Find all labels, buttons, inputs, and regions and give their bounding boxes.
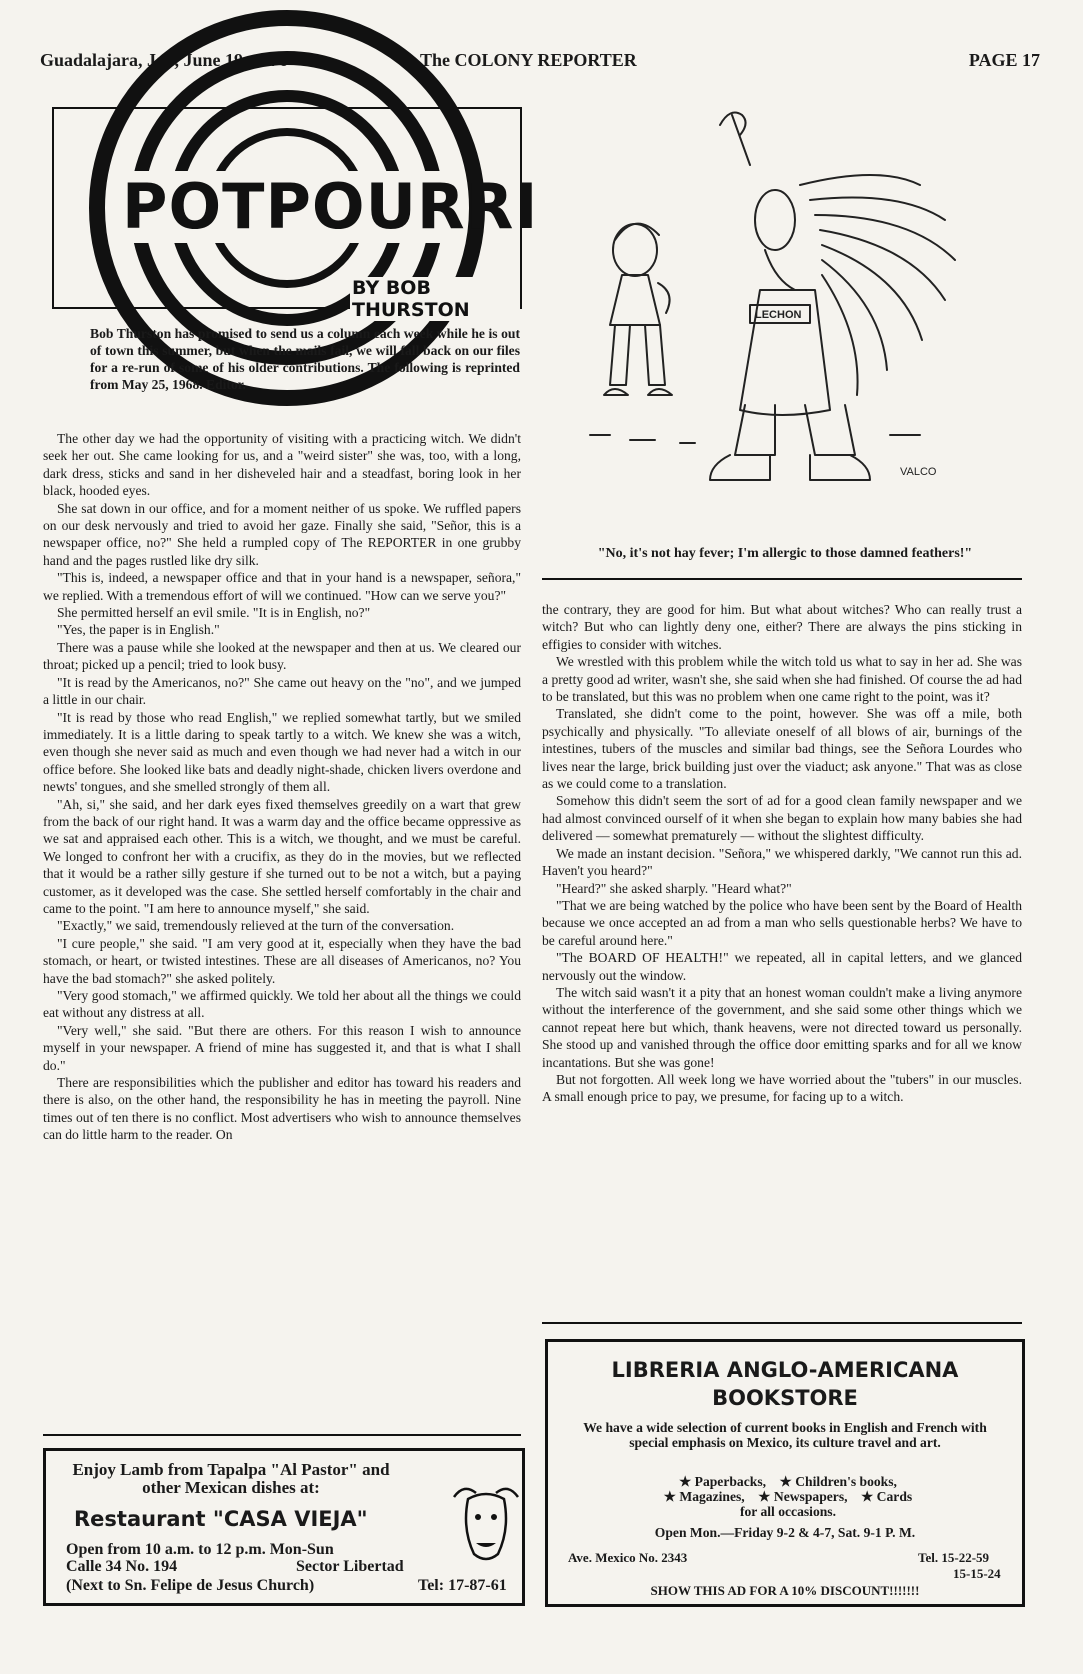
paragraph: The other day we had the opportunity of visiting with a practicing witch. We didn't seek her out. She came looking for us, and a "weird sister" she was, too, with a long, dark dress, sticks and sand in her disheveled hair and a steadfast, boring look in her black, hooded eyes. [43,431,521,499]
restaurant-address: Calle 34 No. 194 [66,1558,178,1575]
editor-note: Bob Thurston has promised to send us a column each week while he is out of town this summer, but when the mails fail, we will fall back on our files for a re-run of some of his older contributions. The following is reprinted from May 25, 1968. Editor. [90,326,520,392]
restaurant-hours: Open from 10 a.m. to 12 p.m. Mon-Sun [66,1541,334,1558]
paragraph: the contrary, they are good for him. But what about witches? Who can really trust a witch? But who can lightly deny one, either? There are always the pins sticking in effigies to consider with witches. [542,602,1022,652]
caption-rule [542,578,1022,580]
bookstore-name: LIBRERIA ANGLO-AMERICANA [611,1358,959,1382]
bookstore-hours: Open Mon.—Friday 9-2 & 4-7, Sat. 9-1 P. M. [654,1525,916,1540]
article-column-1 [43,430,521,1144]
restaurant-name: Restaurant "CASA VIEJA" [74,1507,368,1531]
article-column-2 [542,601,1022,1106]
paragraph: We wrestled with this problem while the witch told us what to say in her ad. She was a pretty good ad writer, wasn't she, she said when she had finished. Of course the ad had to be translated, but this was no problem when one came right to the point, was it? [542,654,1022,705]
cartoon-badge-text: LECHON [755,309,802,321]
publication-name: The COLONY REPORTER [420,50,637,70]
paragraph: "Yes, the paper is in English." [57,622,220,638]
paragraph: Somehow this didn't seem the sort of ad for a good clean family newspaper and we had almost convinced ourself of it when she began to explain how many babies she had delivered — somewhat prematurely — without the slightest difficulty. [542,793,1022,844]
paragraph: We made an instant decision. "Señora," we whispered darkly, "We cannot run this ad. Haven't you heard?" [542,845,1022,879]
column-end-rule [43,1434,521,1436]
dateline: Guadalajara, Jal., June 19, 1976 [40,50,289,70]
paragraph: "Exactly," we said, tremendously relieved at the turn of the conversation. [57,918,455,934]
bookstore-address: Ave. Mexico No. 2343 [568,1550,688,1565]
bookstore-phone-1: Tel. 15-22-59 [918,1550,990,1565]
paragraph: "Very well," she said. "But there are others. For this reason I wish to announce myself in your newspaper. A friend of mine has suggested it, and that is what I shall do." [43,1022,521,1073]
paragraph: Translated, she didn't come to the point, however. She was off a mile, both psychically and physically. "To alleviate oneself of all blows of air, burnings of the intestines, tubers of the muscles and similar bad things, see the Señora Lourdes who lives near the large, brick building just over the viaduct; ask anyone." That was as close as we could come to a translation. [542,706,1022,792]
bookstore-phone-2: 15-15-24 [953,1566,1001,1581]
items-line: for all occasions. [739,1504,837,1519]
page-number: PAGE 17 [968,50,1040,70]
paragraph: "I cure people," she said. "I am very good at it, especially when they have the bad stomach, or heart, or twisted intestines. These are all diseases of Americanos, no? You have the bad stomach?" she asked politely. [43,935,521,986]
paragraph: There was a pause while she looked at the newspaper and then at us. We cleared our throat; picked up a pencil; tried to look busy. [43,639,521,673]
items-line: ★ Magazines, ★ Newspapers, ★ Cards [663,1489,913,1504]
paragraph: The witch said wasn't it a pity that an honest woman couldn't make a living anymore without the interference of the government, and she said some other things which we cannot repeat here but which, thank heavens, were not directed toward us personally. She stood up and vanished through the office door emitting sparks and for all we know incantations. But she was gone! [542,984,1022,1070]
bookstore-items [588,1474,988,1519]
paragraph: She sat down in our office, and for a moment neither of us spoke. We ruffled papers on our desk nervously and tried to avoid her gaze. Finally she said, "Señor, this is a newspaper office, no?" She held a rumpled copy of The REPORTER in one grubby hand and the pages rustled like dry silk. [43,500,521,568]
bookstore-discount: SHOW THIS AD FOR A 10% DISCOUNT!!!!!!! [650,1583,920,1598]
items-line: ★ Paperbacks, ★ Children's books, [679,1474,897,1489]
paragraph: "The BOARD OF HEALTH!" we repeated, all in capital letters, and we glanced nervously out the window. [542,950,1022,983]
paragraph: She permitted herself an evil smile. "It is in English, no?" [57,605,371,621]
column-title: POTPOURRI [122,170,539,243]
cartoon-illustration [560,105,1020,535]
restaurant-ad [43,1448,525,1606]
column-byline: BY BOB THURSTON [350,277,520,321]
restaurant-phone: Tel: 17-87-61 [418,1577,507,1594]
paragraph: "It is read by the Americanos, no?" She came out heavy on the "no", and we jumped a little in our chair. [43,674,521,708]
bookstore-label: BOOKSTORE [712,1386,858,1410]
paragraph: "This is, indeed, a newspaper office and that in your hand is a newspaper, señora," we replied. With a tremendous effort of will we continued. "How can we serve you?" [43,570,521,603]
ad-headline: Enjoy Lamb from Tapalpa "Al Pastor" and other Mexican dishes at: [72,1460,390,1497]
restaurant-sector: Sector Libertad [296,1558,404,1575]
bookstore-description: We have a wide selection of current books in English and French with special emphasis on Mexico, its culture travel and art. [583,1420,987,1450]
cartoon-caption: "No, it's not hay fever; I'm allergic to those damned feathers!" [597,546,973,561]
paragraph: But not forgotten. All week long we have worried about the "tubers" in our muscles. A small enough price to pay, we presume, for facing up to a witch. [542,1071,1022,1105]
paragraph: "Very good stomach," we affirmed quickly. We told her about all the things we could eat without any distress at all. [43,988,521,1021]
restaurant-landmark: (Next to Sn. Felipe de Jesus Church) [66,1577,315,1594]
paragraph: "Heard?" she asked sharply. "Heard what?" [556,880,792,896]
paragraph: "It is read by those who read English," we replied somewhat tartly, but we smiled immediately. It is a little daring to speak tartly to a witch. We knew she was a witch, even though she never said as much and even though we had never had a witch in our office before. She looked like bats and deadly night-shade, chicken livers overdone and newts' tongues, and she smelled strongly of them all. [43,709,521,795]
paragraph: "Ah, si," she said, and her dark eyes fixed themselves greedily on a wart that grew from the back of our right hand. It was a warm day and the office became oppressive as we sat and appraised each other. This is a witch, we thought, and we must be careful. We longed to confront her with a crucifix, as they do in the movies, but we reflected that it would be a rather silly gesture if she turned out to be not a witch, but a paying customer, as it developed was the case. She settled herself comfortably in the chair and came to the point. "I am here to announce myself," she said. [43,796,521,916]
paragraph: There are responsibilities which the publisher and editor has toward his readers and there is also, on the other hand, the responsibility he has in meeting the payroll. Nine times out of ten there is no conflict. Most advertisers who wish to announce themselves can do little harm to the reader. On [43,1075,521,1143]
cartoonist-signature: VALCO [900,466,937,478]
bull-head-icon [446,1479,526,1569]
paragraph: "That we are being watched by the police who have been sent by the Board of Health because we once accepted an ad from a man who sells questionable herbs? We have to be careful around here." [542,897,1022,948]
column-logo [52,107,539,321]
bookstore-ad-title [548,1356,1022,1412]
column-end-rule [542,1322,1022,1324]
bookstore-ad [545,1339,1025,1607]
